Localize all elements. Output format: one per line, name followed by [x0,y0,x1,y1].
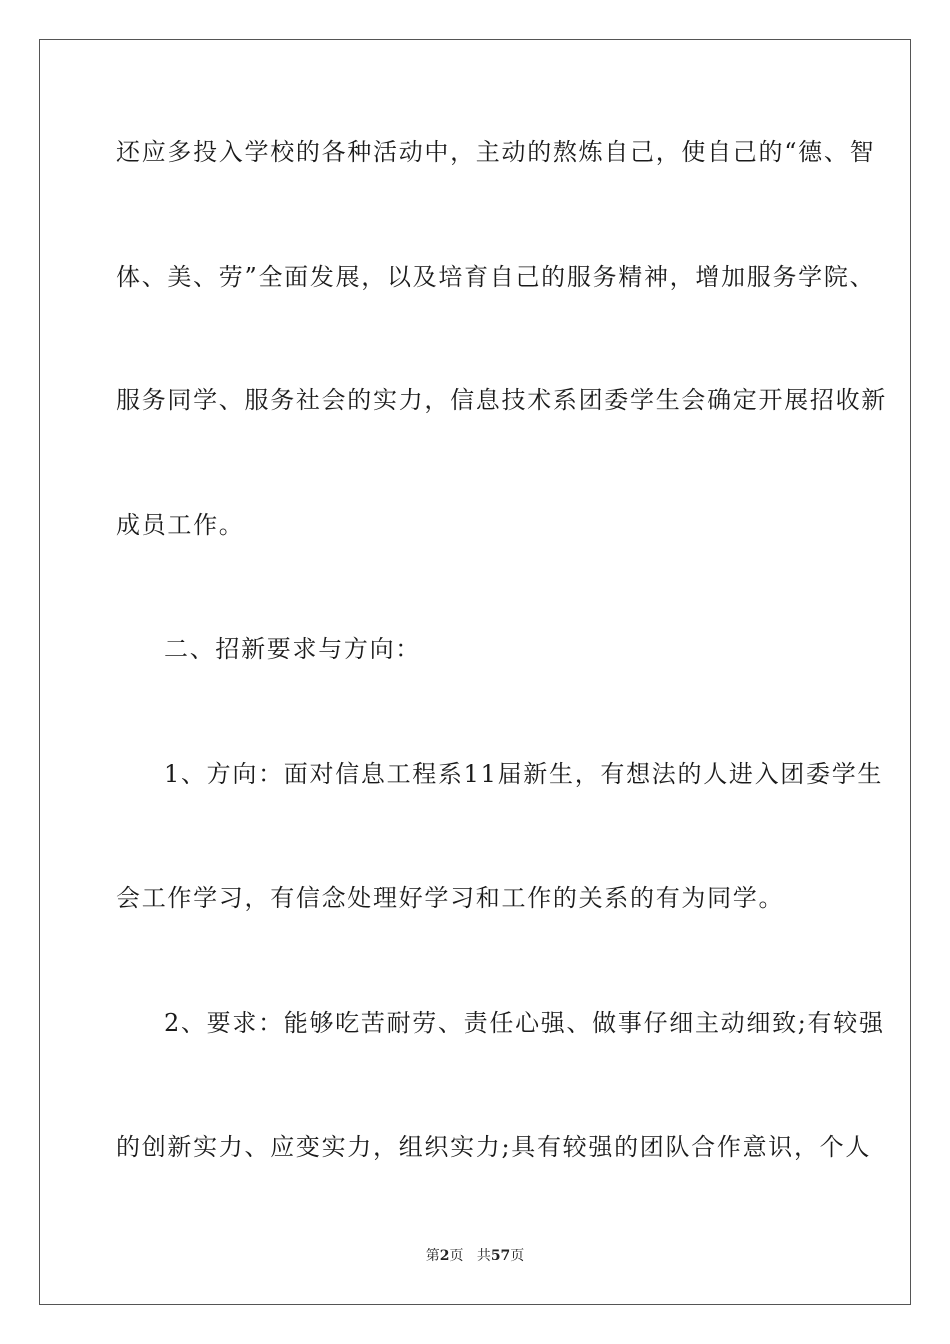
body-text-line-3: 服务同学、服务社会的实力，信息技术系团委学生会确定开展招收新 [116,386,887,414]
footer-page-number: 2 [439,1248,450,1264]
section-heading: 二、招新要求与方向： [164,635,421,663]
footer-total-pages: 57 [490,1248,511,1264]
body-text-line-4: 成员工作。 [116,511,245,539]
body-text-line-9: 的创新实力、应变实力，组织实力;具有较强的团队合作意识，个人 [116,1133,872,1161]
footer-total-prefix: 共 [476,1248,491,1264]
page-footer [0,1247,950,1265]
body-text-line-6: 1、方向：面对信息工程系11届新生，有想法的人进入团委学生 [164,760,884,788]
body-text-line-1: 还应多投入学校的各种活动中，主动的熬炼自己，使自己的“德、智 [116,138,876,166]
body-text-line-7: 会工作学习，有信念处理好学习和工作的关系的有为同学。 [116,884,785,912]
footer-page-prefix: 第 [425,1248,440,1264]
footer-page-suffix: 页 [449,1248,464,1264]
body-text-line-2: 体、美、劳”全面发展，以及培育自己的服务精神，增加服务学院、 [116,263,876,291]
page-border [39,39,911,1305]
body-text-line-8: 2、要求：能够吃苦耐劳、责任心强、做事仔细主动细致;有较强 [164,1009,885,1037]
footer-total-suffix: 页 [510,1248,525,1264]
